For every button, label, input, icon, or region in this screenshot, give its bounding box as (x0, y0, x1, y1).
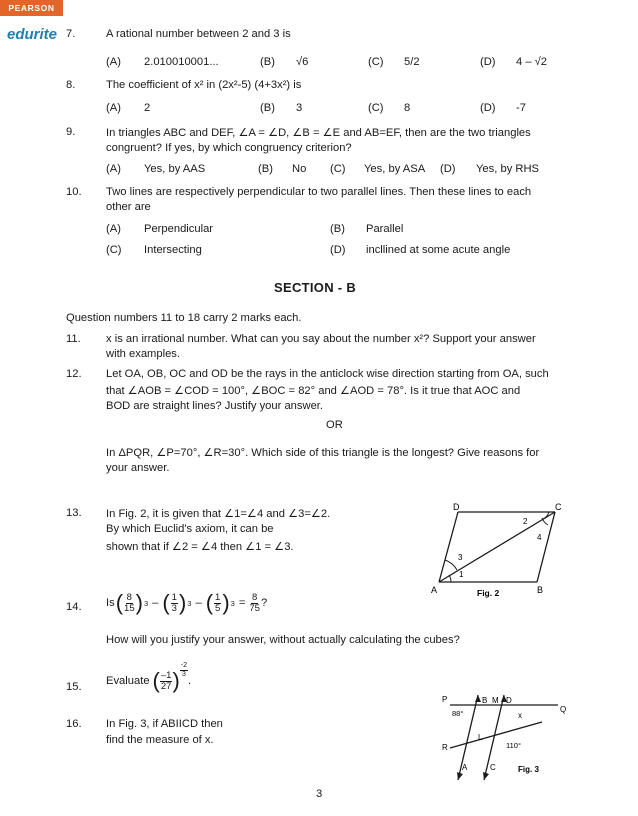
q7-opt-d: 4 – √2 (516, 56, 548, 68)
q12-line1: Let OA, OB, OC and OD be the rays in the anticlock wise direction starting from OA, such (106, 368, 549, 380)
q12-alt-line1: In ΔPQR, ∠P=70°, ∠R=30°. Which side of this triangle is the longest? Give reasons for (106, 447, 540, 459)
q7-text: A rational number between 2 and 3 is (106, 28, 291, 40)
fig3-line-ab (458, 695, 478, 780)
q16-line1: In Fig. 3, if ABIICD then (106, 718, 223, 730)
edurite-logo: edurite (7, 26, 58, 43)
pearson-logo: PEARSON (0, 0, 63, 16)
q9-opt-d-label: (D) (440, 163, 456, 175)
fig2-caption: Fig. 2 (477, 588, 500, 598)
q11-line1: x is an irrational number. What can you say about the number x²? Support your answer (106, 333, 536, 345)
fig3-label-l: L (478, 733, 483, 742)
q8-opt-c-label: (C) (368, 102, 384, 114)
q14-number: 14. (66, 601, 82, 613)
fig3-label-b: B (482, 696, 488, 705)
fig3-label-m: M (492, 696, 499, 705)
q14-frac-1: $\frac{8}{15}$ (124, 591, 135, 614)
q16-line2: find the measure of x. (106, 734, 214, 746)
fig3-caption: Fig. 3 (518, 765, 539, 774)
fig3-angle-110: 110° (506, 741, 521, 750)
fig2-diagonal-ac (439, 512, 555, 582)
q15-exponent: $\frac{-2}{3}$ (180, 661, 188, 678)
q14-expression: Is ( $\frac{8}{15}$ ) 3 – ( $\frac{1}{3}$ ) 3 – ( $\frac{1}{5}$ ) 3 = $\frac{8}{75}$ ? (106, 590, 268, 615)
fig2-arc-4 (542, 518, 548, 525)
figure-3 (440, 690, 575, 790)
q8-opt-a-label: (A) (106, 102, 121, 114)
q9-number: 9. (66, 126, 76, 138)
q13-line3: shown that if ∠2 = ∠4 then ∠1 = ∠3. (106, 541, 294, 553)
q14-frac-3: $\frac{1}{5}$ (215, 591, 221, 614)
q10-line1: Two lines are respectively perpendicular to two parallel lines. Then these lines to each (106, 186, 532, 198)
q10-opt-b-label: (B) (330, 223, 345, 235)
figure-2 (425, 500, 565, 600)
q9-opt-d: Yes, by RHS (476, 163, 540, 175)
q14-is: Is (106, 597, 115, 609)
q9-opt-c: Yes, by ASA (364, 163, 426, 175)
q8-opt-b: 3 (296, 102, 303, 114)
q16-number: 16. (66, 718, 82, 730)
fig2-label-d: D (453, 502, 460, 512)
page-number: 3 (316, 788, 323, 800)
q9-line2: congruent? If yes, by which congruency criterion? (106, 142, 352, 154)
section-b-title: SECTION - B (274, 280, 357, 295)
q12-or: OR (326, 419, 343, 431)
fig3-label-q: Q (560, 705, 567, 714)
q8-opt-b-label: (B) (260, 102, 275, 114)
q8-opt-c: 8 (404, 102, 411, 114)
q10-opt-c-label: (C) (106, 244, 122, 256)
q7-opt-c: 5/2 (404, 56, 420, 68)
fig3-label-d: D (506, 696, 512, 705)
q10-line2: other are (106, 201, 151, 213)
q7-opt-b: √6 (296, 56, 309, 68)
q10-opt-a: Perpendicular (144, 223, 214, 235)
q9-opt-c-label: (C) (330, 163, 346, 175)
q10-number: 10. (66, 186, 82, 198)
fig3-label-a: A (462, 763, 468, 772)
fig3-label-x: x (518, 711, 522, 720)
q14-frac-2: $\frac{1}{3}$ (171, 591, 177, 614)
fig2-arc-3 (445, 560, 457, 570)
q8-opt-d: -7 (516, 102, 526, 114)
fig3-line-rq (450, 722, 542, 748)
q7-opt-a-label: (A) (106, 56, 121, 68)
q12-number: 12. (66, 368, 82, 380)
q7-opt-b-label: (B) (260, 56, 275, 68)
fig3-label-c: C (490, 763, 496, 772)
q13-number: 13. (66, 507, 82, 519)
q9-opt-a-label: (A) (106, 163, 121, 175)
fig3-angle-88: 88° (452, 709, 464, 718)
q10-opt-d: incllined at some acute angle (366, 244, 511, 256)
q12-alt-line2: your answer. (106, 462, 170, 474)
q7-opt-a: 2.010010001... (144, 56, 219, 68)
q10-opt-d-label: (D) (330, 244, 346, 256)
fig2-label-a: A (431, 585, 438, 595)
q8-number: 8. (66, 79, 76, 91)
q14-follow-up: How will you justify your answer, without actually calculating the cubes? (106, 634, 460, 646)
q12-line3: BOD are straight lines? Justify your answer. (106, 400, 324, 412)
q8-opt-d-label: (D) (480, 102, 496, 114)
q7-number: 7. (66, 28, 76, 40)
q11-line2: with examples. (106, 348, 180, 360)
q7-opt-d-label: (D) (480, 56, 496, 68)
q7-opt-c-label: (C) (368, 56, 384, 68)
fig3-label-p: P (442, 695, 448, 704)
fig2-arc-1 (449, 575, 451, 582)
q15-evaluate: Evaluate (106, 675, 150, 687)
q9-opt-b-label: (B) (258, 163, 273, 175)
q10-opt-b: Parallel (366, 223, 404, 235)
fig2-label-b: B (537, 585, 544, 595)
q8-opt-a: 2 (144, 102, 151, 114)
q10-opt-a-label: (A) (106, 223, 121, 235)
q11-number: 11. (66, 333, 81, 345)
q15-expression: Evaluate ( $\frac{-1}{27}$ ) $\frac{-2}{3}$ . (106, 661, 192, 693)
fig2-angle-3: 3 (458, 553, 463, 562)
fig2-line-cb (537, 512, 555, 582)
fig2-angle-2: 2 (523, 517, 528, 526)
q15-frac: $\frac{-1}{27}$ (160, 669, 172, 692)
q12-line2: that ∠AOB = ∠COD = 100°, ∠BOC = 82° and ∠AOD = 78°. Is it true that AOC and (106, 385, 521, 397)
q8-text: The coefficient of x² in (2x²-5) (4+3x²) is (106, 79, 302, 91)
q13-line1: In Fig. 2, it is given that ∠1=∠4 and ∠3=∠2. (106, 508, 331, 520)
q14-frac-4: $\frac{8}{75}$ (249, 591, 260, 614)
fig2-angle-1: 1 (459, 570, 464, 579)
fig3-arrow-a (457, 772, 463, 780)
fig3-arrow-b (475, 695, 481, 702)
q9-line1: In triangles ABC and DEF, ∠A = ∠D, ∠B = ∠E and AB=EF, then are the two triangles (106, 127, 531, 139)
fig2-label-c: C (555, 502, 562, 512)
q10-opt-c: Intersecting (144, 244, 202, 256)
q13-line2: By which Euclid's axiom, it can be (106, 523, 274, 535)
q9-opt-b: No (292, 163, 307, 175)
fig2-angle-4: 4 (537, 533, 542, 542)
fig3-label-r: R (442, 743, 448, 752)
q9-opt-a: Yes, by AAS (144, 163, 206, 175)
section-b-intro: Question numbers 11 to 18 carry 2 marks each. (66, 312, 302, 324)
q15-number: 15. (66, 681, 82, 693)
fig3-arrow-c (483, 772, 489, 780)
